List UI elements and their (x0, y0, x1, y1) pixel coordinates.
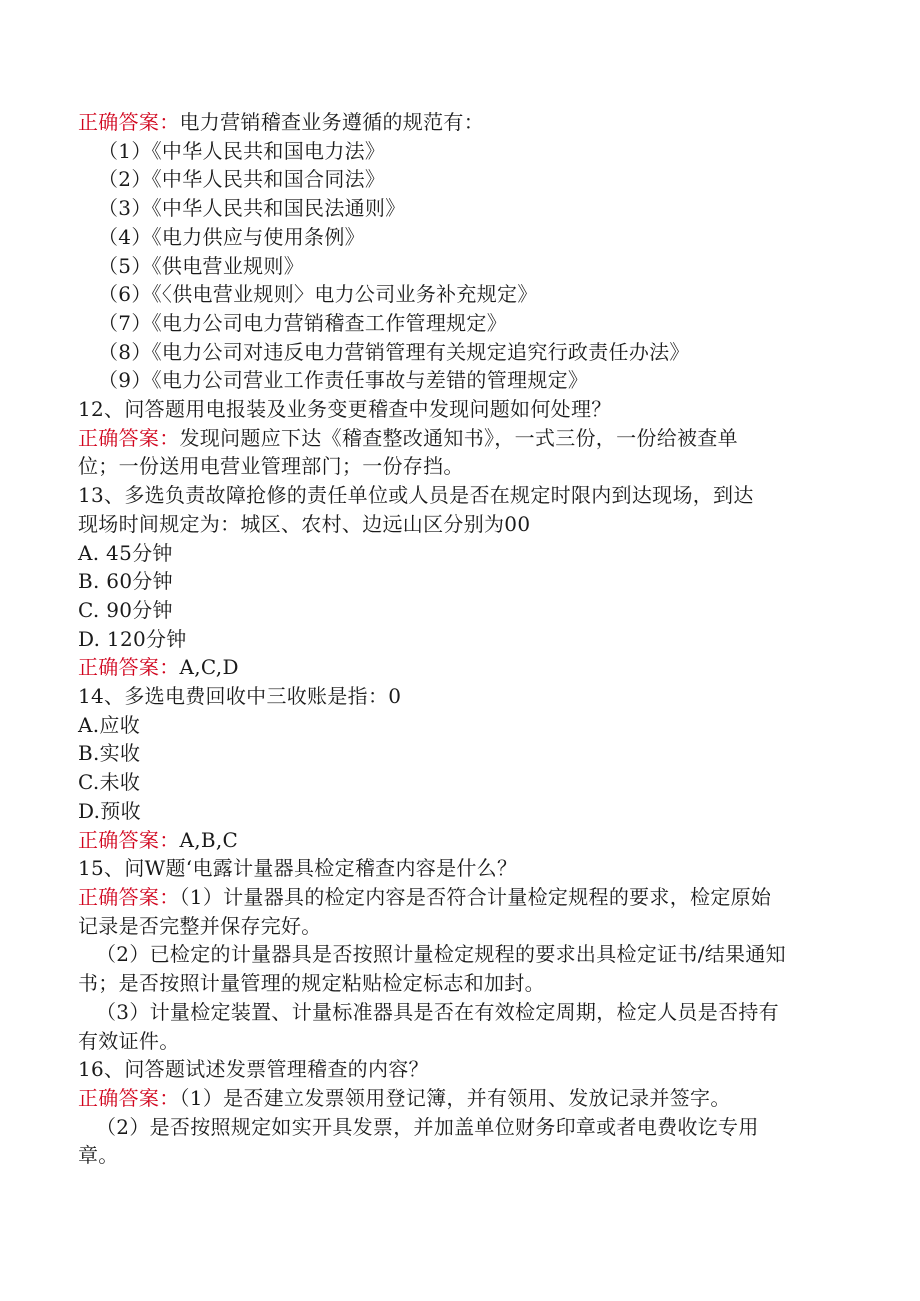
question-12: 12、问答题用电报装及业务变更稽查中发现问题如何处理？ (78, 397, 612, 422)
answer-text: 发现问题应下达《稽查整改通知书》，一式三份，一份给被查单 (179, 425, 738, 450)
answer-label: 正确答案： (78, 425, 180, 450)
answer-text: A,C,D (179, 655, 239, 680)
answer-text: （1）是否建立发票领用登记簿，并有领用、发放记录并签字。 (179, 1085, 731, 1110)
answer-15-p3: （3）计量检定装置、计量标准器具是否在有效检定周期，检定人员是否持有 (96, 999, 779, 1024)
answer-label: 正确答案： (78, 827, 180, 852)
answer-text: 电力营销稽查业务遵循的规范有： (179, 110, 484, 134)
list-item: （9）《电力公司营业工作责任事故与差错的管理规定》 (98, 368, 589, 393)
answer-label: 正确答案： (78, 110, 180, 134)
option-c: C.未收 (78, 770, 141, 795)
option-a: A. 45分钟 (78, 540, 173, 565)
answer-15-p2-cont: 书；是否按照计量管理的规定粘贴检定标志和加封。 (78, 971, 545, 996)
list-item: （1）《中华人民共和国电力法》 (98, 138, 386, 163)
list-item: （3）《中华人民共和国民法通则》 (98, 196, 406, 221)
answer-15-p2: （2）已检定的计量器具是否按照计量检定规程的要求出具检定证书/结果通知 (96, 942, 786, 967)
option-b: B. 60分钟 (78, 569, 173, 594)
option-a: A.应收 (78, 712, 141, 737)
answer-label: 正确答案： (78, 655, 180, 680)
option-c: C. 90分钟 (78, 597, 173, 622)
question-13: 13、多选负责故障抢修的责任单位或人员是否在规定时限内到达现场，到达 (78, 483, 754, 508)
answer-13 (78, 653, 838, 682)
answer-14 (78, 826, 838, 855)
list-item: （5）《供电营业规则》 (98, 253, 305, 278)
answer-15 (78, 883, 838, 912)
list-item: （7）《电力公司电力营销稽查工作管理规定》 (98, 310, 508, 335)
list-item: （6）《〈供电营业规则〉电力公司业务补充规定》 (98, 282, 538, 307)
question-13-cont: 现场时间规定为：城区、农村、边远山区分别为00 (78, 511, 531, 536)
document-body (78, 108, 838, 1170)
answer-text: （1）计量器具的检定内容是否符合计量检定规程的要求，检定原始 (179, 884, 772, 909)
list-item: （2）《中华人民共和国合同法》 (98, 167, 386, 192)
option-d: D.预收 (78, 798, 141, 823)
answer-16-p2-cont: 章。 (78, 1143, 119, 1168)
answer-15-p3-cont: 有效证件。 (78, 1028, 180, 1053)
question-15: 15、问W题‘电露计量器具检定稽查内容是什么？ (78, 856, 518, 881)
list-item: （8）《电力公司对违反电力营销管理有关规定追究行政责任办法》 (98, 339, 690, 364)
option-b: B.实收 (78, 741, 141, 766)
answer-label: 正确答案： (78, 1085, 180, 1110)
option-d: D. 120分钟 (78, 626, 187, 651)
answer-16 (78, 1084, 838, 1113)
answer-15-cont: 记录是否完整并保存完好。 (78, 913, 322, 938)
answer-label: 正确答案： (78, 884, 180, 909)
answer-12-cont: 位；一份送用电营业管理部门；一份存挡。 (78, 454, 464, 479)
answer-16-p2: （2）是否按照规定如实开具发票，并加盖单位财务印章或者电费收讫专用 (96, 1114, 759, 1139)
answer-12 (78, 424, 838, 453)
list-item: （4）《电力供应与使用条例》 (98, 224, 365, 249)
answer-block-1 (78, 108, 838, 137)
question-16: 16、问答题试述发票管理稽查的内容？ (78, 1057, 429, 1082)
answer-text: A,B,C (179, 827, 239, 852)
question-14: 14、多选电费回收中三收账是指：0 (78, 684, 402, 709)
